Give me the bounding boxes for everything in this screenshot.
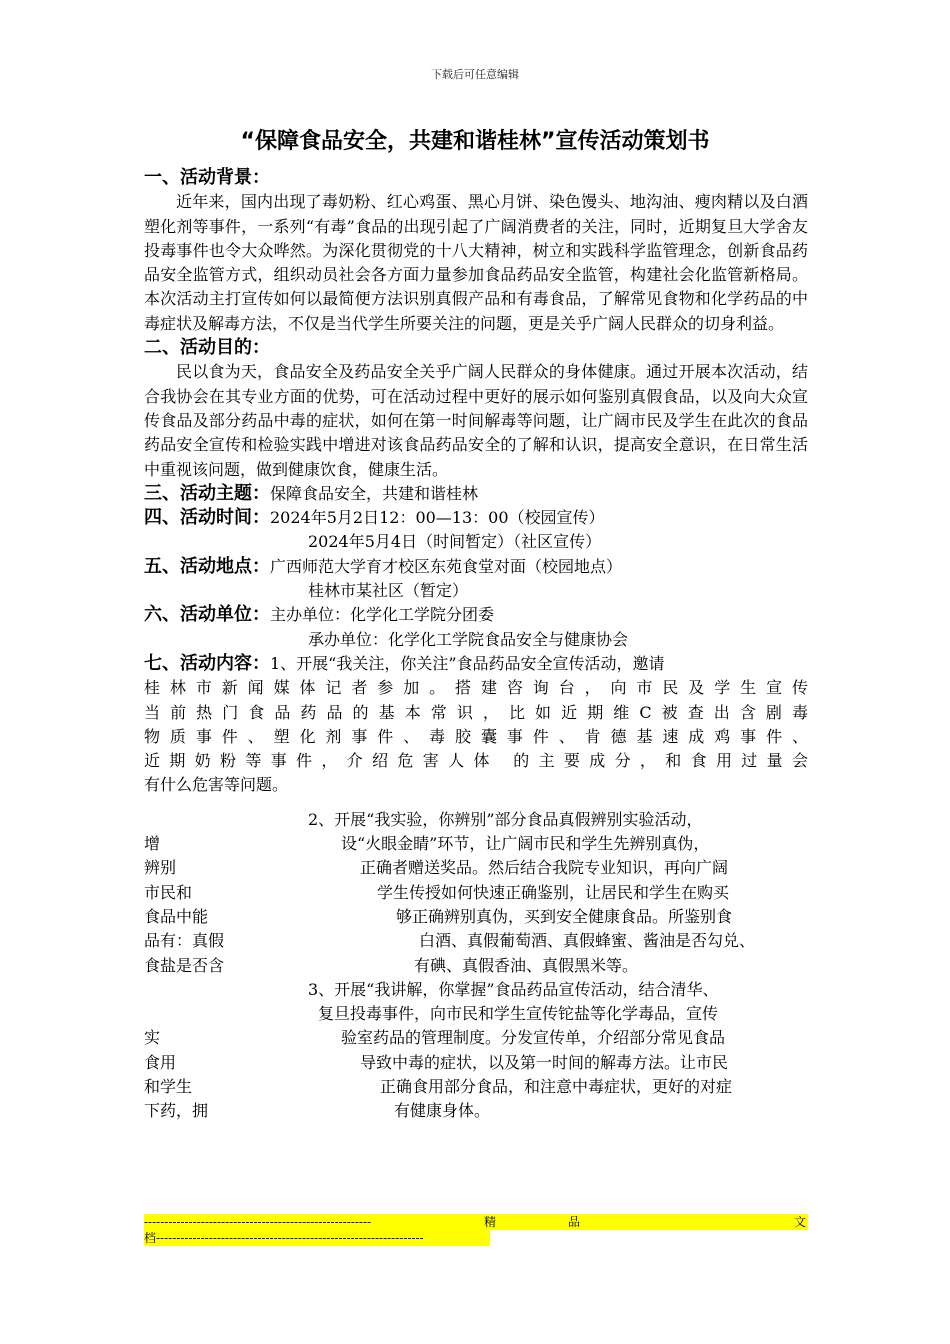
content-line: 物质事件、塑化剂事件、毒胶囊事件、肯德基速成鸡事件、 [144, 726, 808, 746]
section-heading: 一、活动背景： [144, 167, 270, 188]
content-split-row [144, 881, 808, 905]
row-right-text: 有健康身体。 [394, 1101, 491, 1121]
section-theme [144, 482, 808, 506]
row-right-text: 导致中毒的症状，以及第一时间的解毒方法。让市民 [360, 1052, 729, 1072]
content-item3-head: 3、开展“我讲解，你掌握”食品药品宣传活动，结合清华、 [308, 979, 719, 999]
section-heading: 七、活动内容： [144, 652, 270, 674]
row-right-text: 白酒、真假葡萄酒、真假蜂蜜、酱油是否勾兑、 [419, 931, 756, 951]
content-split-row [144, 832, 808, 856]
row-right-text: 够正确辨别真伪，买到安全健康食品。所鉴别食 [396, 906, 733, 926]
content-split-row [144, 1099, 808, 1123]
section-content [144, 652, 808, 1124]
section-heading: 三、活动主题： [144, 482, 270, 504]
content-line: 桂林市新闻媒体记者参加。搭建咨询台，向市民及学生宣传 [144, 678, 808, 698]
content-item3-rows [144, 1026, 808, 1123]
section-background [144, 166, 808, 336]
units-line-2: 承办单位：化学化工学院食品安全与健康协会 [308, 629, 629, 649]
time-line-1: 2024年5月2日12：00—13：00（校园宣传） [270, 508, 605, 528]
content-split-row [144, 905, 808, 929]
content-item2-head: 2、开展“我实验，你辨别”部分食品真假辨别实验活动， [308, 809, 703, 829]
row-left-text: 实 [144, 1028, 161, 1048]
document-title: “保障食品安全，共建和谐桂林”宣传活动策划书 [240, 129, 710, 154]
content-split-row [144, 929, 808, 953]
row-left-text: 食盐是否含 [144, 955, 225, 975]
footer-word: 精 [484, 1215, 497, 1229]
footer-dashes: -------------------------------------------------------- [144, 1215, 372, 1229]
row-right-text: 学生传授如何快速正确鉴别，让居民和学生在购买 [377, 882, 730, 902]
section-paragraph: 民以食为天，食品安全及药品安全关乎广阔人民群众的身体健康。通过开展本次活动，结合我协会在其专业方面的优势，可在活动过程中更好的展示如何鉴别真假食品，以及向大众宣传食品及部分药品中毒的症状，如何在第一时间解毒等问题，让广阔市民及学生在此次的食品药品安全宣传和检验实践中增进对该食品药品安全的了解和认识，提高安全意识，在日常生活中重视该问题，做到健康饮食，健康生活。 [144, 362, 808, 479]
content-split-row [144, 954, 808, 978]
row-right-text: 正确者赠送奖品。然后结合我院专业知识，再向广阔 [360, 858, 729, 878]
content-line: 有什么危害等问题。 [144, 775, 289, 795]
units-line-1: 主办单位：化学化工学院分团委 [270, 605, 495, 625]
section-units [144, 603, 808, 652]
row-right-text: 验室药品的管理制度。分发宣传单，介绍部分常见食品 [341, 1028, 726, 1048]
row-left-text: 食用 [144, 1052, 177, 1072]
location-line-2: 桂林市某社区（暂定） [308, 581, 469, 601]
document-body [144, 166, 808, 1124]
row-left-text: 市民和 [144, 882, 193, 902]
theme-text: 保障食品安全，共建和谐桂林 [270, 483, 479, 503]
content-split-row [144, 1026, 808, 1050]
footer-line-1 [144, 1214, 808, 1230]
footer-line-2: 档------------------------------------------------------------------ [144, 1230, 490, 1246]
row-left-text: 下药，拥 [144, 1101, 209, 1121]
content-item1-head: 1、开展“我关注，你关注”食品药品安全宣传活动，邀请 [270, 653, 665, 673]
content-split-row [144, 856, 808, 880]
section-purpose [144, 336, 808, 482]
row-left-text: 增 [144, 834, 161, 854]
footer-watermark [144, 1214, 808, 1246]
content-item3-head2: 复旦投毒事件，向市民和学生宣传铊盐等化学毒品，宣传 [318, 1004, 719, 1024]
section-time [144, 506, 808, 555]
location-line-1: 广西师范大学育才校区东苑食堂对面（校园地点） [270, 556, 623, 576]
section-heading: 四、活动时间： [144, 507, 270, 529]
section-heading: 二、活动目的： [144, 337, 270, 359]
footer-word: 品 [568, 1215, 581, 1229]
content-split-row [144, 1051, 808, 1075]
row-right-text: 设“火眼金睛”环节，让广阔市民和学生先辨别真伪， [341, 834, 710, 854]
section-location [144, 555, 808, 604]
row-left-text: 食品中能 [144, 906, 209, 926]
content-line: 近期奶粉等事件，介绍危害人体 的主要成分，和食用过量会 [144, 751, 808, 771]
footer-word: 文 [794, 1215, 807, 1229]
content-item2-rows [144, 832, 808, 978]
content-line: 当前热门食品药品的基本常识，比如近期维C被查出含剧毒 [144, 702, 808, 722]
content-split-row [144, 1075, 808, 1099]
row-left-text: 和学生 [144, 1076, 193, 1096]
section-heading: 六、活动单位： [144, 604, 270, 626]
row-left-text: 品有：真假 [144, 931, 225, 951]
row-left-text: 辨别 [144, 858, 177, 878]
time-line-2: 2024年5月4日（时间暂定）（社区宣传） [308, 532, 602, 552]
section-paragraph: 近年来，国内出现了毒奶粉、红心鸡蛋、黑心月饼、染色馒头、地沟油、瘦肉精以及白酒塑化剂等事件，一系列“有毒”食品的出现引起了广阔消费者的关注，同时，近期复旦大学舍友投毒事件也令大众哗然。为深化贯彻党的十八大精神，树立和实践科学监管理念，创新食品药品安全监管方式，组织动员社会各方面力量参加食品药品安全监管，构建社会化监管新格局。本次活动主打宣传如何以最简便方法识别真假产品和有毒食品，了解常见食物和化学药品的中毒症状及解毒方法，不仅是当代学生所要关注的问题，更是关乎广阔人民群众的切身利益。 [144, 192, 808, 333]
row-right-text: 有碘、真假香油、真假黑米等。 [414, 955, 639, 975]
header-note: 下载后可任意编辑 [431, 68, 519, 81]
row-right-text: 正确食用部分食品，和注意中毒症状，更好的对症 [380, 1076, 733, 1096]
section-heading: 五、活动地点： [144, 555, 270, 577]
